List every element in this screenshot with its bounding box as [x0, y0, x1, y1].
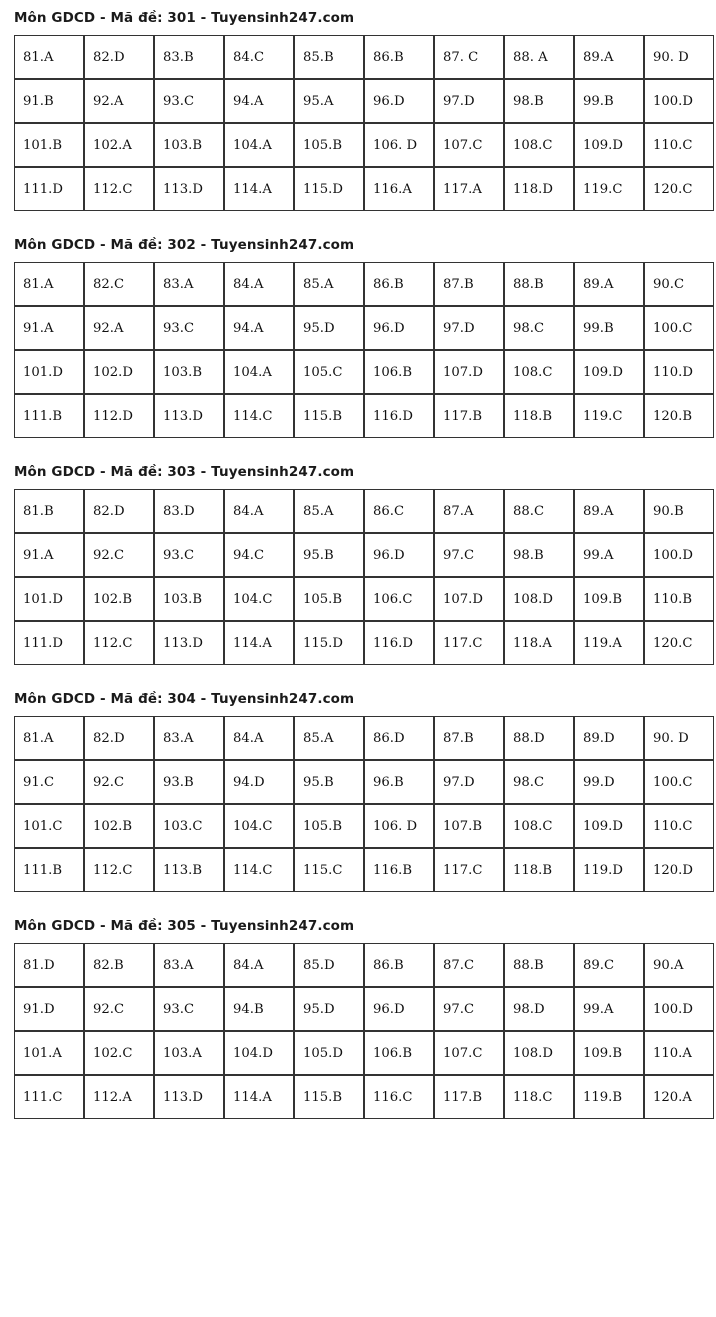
answer-cell: 101.B: [14, 123, 84, 167]
answer-cell: 82.D: [84, 716, 154, 760]
answer-cell: 81.A: [14, 35, 84, 79]
answer-cell: 97.C: [434, 987, 504, 1031]
answer-cell: 94.C: [224, 533, 294, 577]
answer-cell: 85.B: [294, 35, 364, 79]
answer-cell: 117.B: [434, 394, 504, 438]
answer-cell: 106.B: [364, 350, 434, 394]
answer-cell: 107.C: [434, 1031, 504, 1075]
answer-cell: 104.D: [224, 1031, 294, 1075]
answer-cell: 119.C: [574, 394, 644, 438]
answer-cell: 98.B: [504, 79, 574, 123]
answer-cell: 103.C: [154, 804, 224, 848]
answer-cell: 92.A: [84, 306, 154, 350]
answer-cell: 85.D: [294, 943, 364, 987]
answer-cell: 95.B: [294, 533, 364, 577]
table-row: [14, 848, 714, 892]
answer-cell: 107.D: [434, 577, 504, 621]
answer-blocks-container: [8, 10, 708, 1119]
answer-cell: 113.D: [154, 394, 224, 438]
answer-cell: 92.C: [84, 533, 154, 577]
answer-cell: 82.D: [84, 489, 154, 533]
answer-cell: 116.C: [364, 1075, 434, 1119]
answer-cell: 110.D: [644, 350, 714, 394]
answer-cell: 99.A: [574, 987, 644, 1031]
answer-cell: 115.D: [294, 621, 364, 665]
answer-cell: 114.A: [224, 1075, 294, 1119]
answer-cell: 115.D: [294, 167, 364, 211]
answer-cell: 97.D: [434, 760, 504, 804]
answer-cell: 97.D: [434, 79, 504, 123]
answer-cell: 108.D: [504, 577, 574, 621]
answer-cell: 90. D: [644, 716, 714, 760]
answer-cell: 120.A: [644, 1075, 714, 1119]
answer-cell: 102.B: [84, 804, 154, 848]
answer-block: [8, 10, 708, 211]
answer-cell: 107.C: [434, 123, 504, 167]
answer-cell: 89.D: [574, 716, 644, 760]
answer-table: [14, 262, 714, 438]
answer-cell: 106.C: [364, 577, 434, 621]
answer-cell: 93.C: [154, 533, 224, 577]
answer-cell: 91.A: [14, 533, 84, 577]
answer-cell: 95.B: [294, 760, 364, 804]
answer-cell: 118.B: [504, 848, 574, 892]
answer-cell: 119.D: [574, 848, 644, 892]
table-row: [14, 716, 714, 760]
answer-cell: 81.D: [14, 943, 84, 987]
answer-cell: 103.B: [154, 350, 224, 394]
answer-cell: 98.C: [504, 306, 574, 350]
answer-cell: 90. D: [644, 35, 714, 79]
answer-cell: 88.B: [504, 943, 574, 987]
answer-cell: 108.C: [504, 123, 574, 167]
answer-cell: 104.A: [224, 123, 294, 167]
table-row: [14, 167, 714, 211]
answer-cell: 117.A: [434, 167, 504, 211]
answer-cell: 114.A: [224, 167, 294, 211]
answer-cell: 114.C: [224, 394, 294, 438]
answer-cell: 99.A: [574, 533, 644, 577]
table-row: [14, 1031, 714, 1075]
answer-cell: 120.C: [644, 621, 714, 665]
answer-cell: 106. D: [364, 123, 434, 167]
answer-cell: 101.A: [14, 1031, 84, 1075]
answer-cell: 88.D: [504, 716, 574, 760]
answer-cell: 89.A: [574, 262, 644, 306]
answer-cell: 116.A: [364, 167, 434, 211]
answer-cell: 111.D: [14, 167, 84, 211]
answer-cell: 112.A: [84, 1075, 154, 1119]
answer-cell: 116.D: [364, 394, 434, 438]
block-title: Môn GDCD - Mã đề: 302 - Tuyensinh247.com: [14, 237, 355, 253]
answer-cell: 115.B: [294, 1075, 364, 1119]
answer-cell: 93.B: [154, 760, 224, 804]
answer-cell: 93.C: [154, 987, 224, 1031]
answer-cell: 100.D: [644, 533, 714, 577]
table-row: [14, 123, 714, 167]
answer-cell: 87.C: [434, 943, 504, 987]
answer-cell: 85.A: [294, 262, 364, 306]
answer-cell: 91.A: [14, 306, 84, 350]
answer-cell: 113.D: [154, 1075, 224, 1119]
answer-cell: 90.A: [644, 943, 714, 987]
answer-cell: 105.D: [294, 1031, 364, 1075]
answer-cell: 113.D: [154, 621, 224, 665]
answer-cell: 91.B: [14, 79, 84, 123]
answer-cell: 99.B: [574, 306, 644, 350]
answer-cell: 98.B: [504, 533, 574, 577]
answer-cell: 110.C: [644, 804, 714, 848]
answer-cell: 100.D: [644, 987, 714, 1031]
answer-cell: 101.D: [14, 577, 84, 621]
answer-cell: 83.A: [154, 262, 224, 306]
answer-cell: 114.A: [224, 621, 294, 665]
answer-cell: 112.C: [84, 621, 154, 665]
answer-cell: 93.C: [154, 79, 224, 123]
answer-cell: 83.B: [154, 35, 224, 79]
answer-cell: 87.B: [434, 262, 504, 306]
answer-cell: 102.A: [84, 123, 154, 167]
table-row: [14, 987, 714, 1031]
table-row: [14, 1075, 714, 1119]
answer-cell: 102.B: [84, 577, 154, 621]
answer-cell: 104.C: [224, 577, 294, 621]
answer-cell: 89.A: [574, 489, 644, 533]
answer-cell: 85.A: [294, 489, 364, 533]
answer-cell: 118.A: [504, 621, 574, 665]
answer-cell: 84.A: [224, 262, 294, 306]
answer-cell: 98.D: [504, 987, 574, 1031]
table-row: [14, 262, 714, 306]
answer-cell: 94.D: [224, 760, 294, 804]
answer-cell: 83.A: [154, 943, 224, 987]
answer-cell: 118.C: [504, 1075, 574, 1119]
answer-cell: 92.A: [84, 79, 154, 123]
answer-cell: 108.D: [504, 1031, 574, 1075]
answer-cell: 115.B: [294, 394, 364, 438]
answer-cell: 103.A: [154, 1031, 224, 1075]
answer-cell: 116.B: [364, 848, 434, 892]
answer-cell: 82.B: [84, 943, 154, 987]
answer-cell: 81.B: [14, 489, 84, 533]
answer-cell: 82.C: [84, 262, 154, 306]
answer-cell: 84.A: [224, 943, 294, 987]
answer-cell: 86.B: [364, 262, 434, 306]
answer-cell: 88.C: [504, 489, 574, 533]
answer-block: [8, 237, 708, 438]
table-row: [14, 533, 714, 577]
answer-cell: 105.C: [294, 350, 364, 394]
answer-cell: 87. C: [434, 35, 504, 79]
answer-cell: 106.B: [364, 1031, 434, 1075]
answer-cell: 110.A: [644, 1031, 714, 1075]
answer-cell: 120.C: [644, 167, 714, 211]
answer-table: [14, 943, 714, 1119]
block-title: Môn GDCD - Mã đề: 304 - Tuyensinh247.com: [14, 691, 355, 707]
answer-cell: 98.C: [504, 760, 574, 804]
answer-cell: 111.B: [14, 848, 84, 892]
table-row: [14, 804, 714, 848]
answer-cell: 86.B: [364, 35, 434, 79]
answer-cell: 99.D: [574, 760, 644, 804]
answer-cell: 90.C: [644, 262, 714, 306]
answer-cell: 109.D: [574, 123, 644, 167]
answer-cell: 96.D: [364, 306, 434, 350]
block-title: Môn GDCD - Mã đề: 305 - Tuyensinh247.com: [14, 918, 355, 934]
answer-cell: 103.B: [154, 123, 224, 167]
answer-cell: 86.C: [364, 489, 434, 533]
answer-cell: 95.D: [294, 306, 364, 350]
answer-cell: 108.C: [504, 804, 574, 848]
table-row: [14, 350, 714, 394]
answer-cell: 110.C: [644, 123, 714, 167]
answer-cell: 111.D: [14, 621, 84, 665]
answer-cell: 96.B: [364, 760, 434, 804]
answer-cell: 88. A: [504, 35, 574, 79]
answer-cell: 111.C: [14, 1075, 84, 1119]
table-row: [14, 760, 714, 804]
answer-cell: 96.D: [364, 987, 434, 1031]
answer-cell: 92.C: [84, 987, 154, 1031]
answer-cell: 101.D: [14, 350, 84, 394]
answer-cell: 92.C: [84, 760, 154, 804]
answer-cell: 89.A: [574, 35, 644, 79]
answer-cell: 112.C: [84, 848, 154, 892]
answer-cell: 97.C: [434, 533, 504, 577]
answer-cell: 87.B: [434, 716, 504, 760]
table-row: [14, 394, 714, 438]
table-row: [14, 79, 714, 123]
answer-cell: 101.C: [14, 804, 84, 848]
answer-cell: 118.B: [504, 394, 574, 438]
answer-cell: 116.D: [364, 621, 434, 665]
answer-cell: 90.B: [644, 489, 714, 533]
answer-cell: 113.D: [154, 167, 224, 211]
answer-cell: 96.D: [364, 79, 434, 123]
answer-cell: 104.A: [224, 350, 294, 394]
answer-cell: 95.A: [294, 79, 364, 123]
answer-cell: 115.C: [294, 848, 364, 892]
answer-table: [14, 35, 714, 211]
answer-table: [14, 716, 714, 892]
answer-cell: 84.A: [224, 716, 294, 760]
answer-cell: 102.C: [84, 1031, 154, 1075]
table-row: [14, 943, 714, 987]
answer-cell: 95.D: [294, 987, 364, 1031]
answer-cell: 119.B: [574, 1075, 644, 1119]
answer-cell: 117.B: [434, 1075, 504, 1119]
answer-cell: 119.C: [574, 167, 644, 211]
answer-cell: 100.D: [644, 79, 714, 123]
answer-cell: 111.B: [14, 394, 84, 438]
answer-cell: 100.C: [644, 306, 714, 350]
answer-cell: 109.B: [574, 577, 644, 621]
answer-cell: 119.A: [574, 621, 644, 665]
table-row: [14, 306, 714, 350]
answer-block: [8, 464, 708, 665]
answer-cell: 120.B: [644, 394, 714, 438]
answer-cell: 120.D: [644, 848, 714, 892]
answer-cell: 94.A: [224, 306, 294, 350]
table-row: [14, 577, 714, 621]
answer-cell: 81.A: [14, 716, 84, 760]
answer-cell: 83.A: [154, 716, 224, 760]
answer-cell: 106. D: [364, 804, 434, 848]
answer-cell: 84.A: [224, 489, 294, 533]
answer-cell: 104.C: [224, 804, 294, 848]
answer-cell: 91.D: [14, 987, 84, 1031]
answer-cell: 105.B: [294, 123, 364, 167]
answer-cell: 109.D: [574, 804, 644, 848]
answer-cell: 107.B: [434, 804, 504, 848]
answer-cell: 86.D: [364, 716, 434, 760]
answer-cell: 114.C: [224, 848, 294, 892]
answer-cell: 83.D: [154, 489, 224, 533]
answer-cell: 81.A: [14, 262, 84, 306]
answer-cell: 102.D: [84, 350, 154, 394]
answer-cell: 87.A: [434, 489, 504, 533]
answer-cell: 93.C: [154, 306, 224, 350]
answer-cell: 96.D: [364, 533, 434, 577]
answer-cell: 109.B: [574, 1031, 644, 1075]
answer-cell: 109.D: [574, 350, 644, 394]
answer-cell: 108.C: [504, 350, 574, 394]
answer-cell: 88.B: [504, 262, 574, 306]
answer-table: [14, 489, 714, 665]
answer-cell: 86.B: [364, 943, 434, 987]
answer-cell: 89.C: [574, 943, 644, 987]
table-row: [14, 621, 714, 665]
answer-cell: 110.B: [644, 577, 714, 621]
answer-cell: 103.B: [154, 577, 224, 621]
answer-cell: 94.A: [224, 79, 294, 123]
answer-cell: 99.B: [574, 79, 644, 123]
answer-cell: 112.D: [84, 394, 154, 438]
answer-cell: 82.D: [84, 35, 154, 79]
answer-block: [8, 918, 708, 1119]
answer-block: [8, 691, 708, 892]
table-row: [14, 489, 714, 533]
answer-cell: 105.B: [294, 577, 364, 621]
block-title: Môn GDCD - Mã đề: 301 - Tuyensinh247.com: [14, 10, 355, 26]
block-title: Môn GDCD - Mã đề: 303 - Tuyensinh247.com: [14, 464, 355, 480]
table-row: [14, 35, 714, 79]
answer-cell: 113.B: [154, 848, 224, 892]
answer-cell: 117.C: [434, 621, 504, 665]
answer-cell: 100.C: [644, 760, 714, 804]
answer-cell: 105.B: [294, 804, 364, 848]
answer-cell: 107.D: [434, 350, 504, 394]
answer-cell: 91.C: [14, 760, 84, 804]
answer-cell: 118.D: [504, 167, 574, 211]
answer-cell: 84.C: [224, 35, 294, 79]
answer-cell: 85.A: [294, 716, 364, 760]
answer-cell: 94.B: [224, 987, 294, 1031]
answer-cell: 112.C: [84, 167, 154, 211]
answer-cell: 117.C: [434, 848, 504, 892]
answer-cell: 97.D: [434, 306, 504, 350]
